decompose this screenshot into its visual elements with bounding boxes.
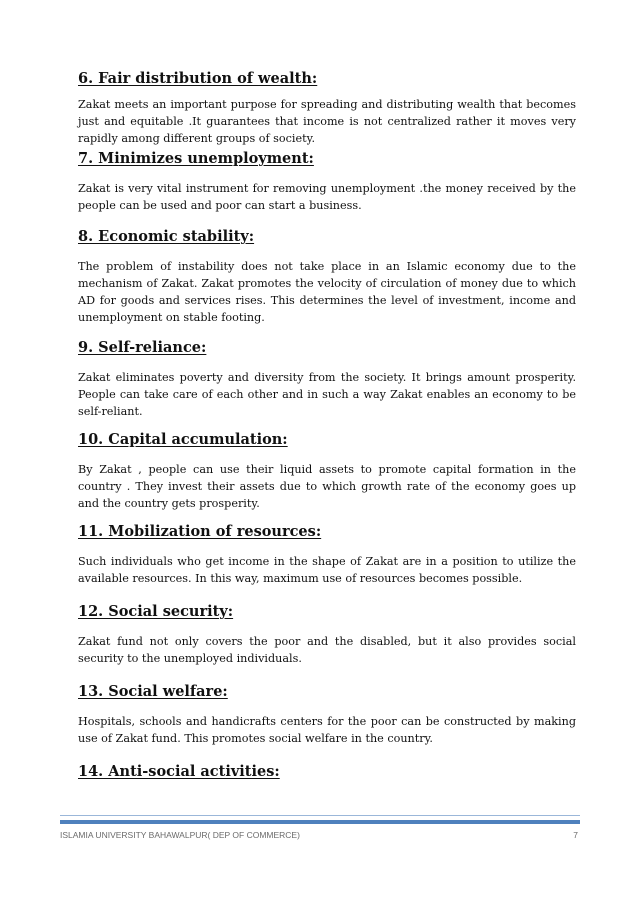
section-heading: 10. Capital accumulation: <box>78 431 288 448</box>
section-body: Hospitals, schools and handicrafts centers for the poor can be constructed by making use of Zakat fund. This promotes social welfare in the country. <box>78 715 576 745</box>
section-body: Zakat eliminates poverty and diversity from the society. It brings amount prosperity. People can take care of each other and in such a way Zakat enables an economy to be self-reliant. <box>78 371 576 418</box>
section-heading: 12. Social security: <box>78 603 234 620</box>
section-capital-accumulation <box>78 431 576 512</box>
section-minimizes-unemployment <box>78 150 576 214</box>
section-body: Zakat is very vital instrument for removing unemployment .the money received by the people can be used and poor can start a business. <box>78 182 576 212</box>
section-body: Zakat meets an important purpose for spreading and distributing wealth that becomes just and equitable .It guarantees that income is not centralized rather it moves very rapidly among different groups of society. <box>78 98 576 145</box>
section-mobilization-of-resources <box>78 523 576 587</box>
footer-institution: ISLAMIA UNIVERSITY BAHAWALPUR( DEP OF COMMERCE) <box>60 830 300 840</box>
section-body: Such individuals who get income in the shape of Zakat are in a position to utilize the available resources. In this way, maximum use of resources becomes possible. <box>78 555 576 585</box>
section-heading: 8. Economic stability: <box>78 228 255 245</box>
section-self-reliance <box>78 339 576 420</box>
section-heading: 9. Self-reliance: <box>78 339 207 356</box>
section-heading: 13. Social welfare: <box>78 683 228 700</box>
page-number: 7 <box>573 830 578 840</box>
section-social-welfare <box>78 683 576 747</box>
footer-divider-thin <box>60 815 580 816</box>
section-fair-distribution <box>78 70 576 147</box>
section-anti-social-activities <box>78 763 576 781</box>
section-social-security <box>78 603 576 667</box>
section-body: Zakat fund not only covers the poor and the disabled, but it also provides social security to the unemployed individuals. <box>78 635 576 665</box>
section-body: The problem of instability does not take place in an Islamic economy due to the mechanism of Zakat. Zakat promotes the velocity of circulation of money due to which AD for goods and services rises. This determines the level of investment, income and unemployment on stable footing. <box>78 260 576 324</box>
section-heading: 11. Mobilization of resources: <box>78 523 322 540</box>
section-heading: 7. Minimizes unemployment: <box>78 150 314 167</box>
section-heading: 14. Anti-social activities: <box>78 763 280 780</box>
section-economic-stability <box>78 228 576 326</box>
footer-divider <box>60 820 580 824</box>
section-heading: 6. Fair distribution of wealth: <box>78 70 318 87</box>
section-body: By Zakat , people can use their liquid assets to promote capital formation in the country . They invest their assets due to which growth rate of the economy goes up and the country gets prosperity. <box>78 463 576 510</box>
